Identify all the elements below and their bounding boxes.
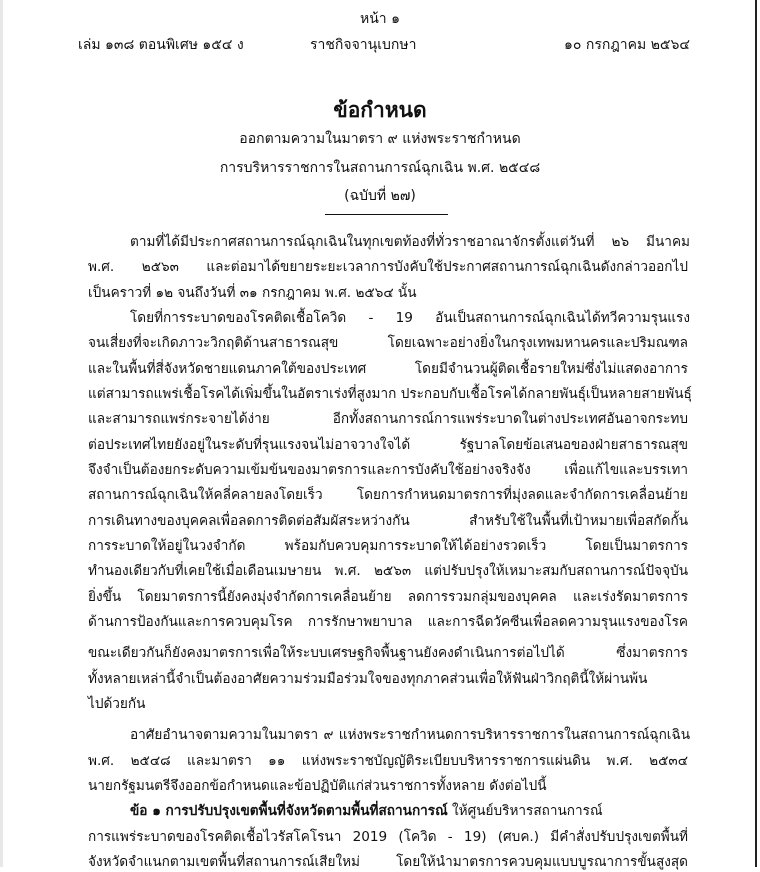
subtitle-line-2: การบริหารราชการในสถานการณ์ฉุกเฉิน พ.ศ. ๒๕๔๘ <box>219 160 541 176</box>
paragraph-line: จึงจำเป็นต้องยกระดับความเข้มข้นของมาตรการและการบังคับใช้อย่างจริงจัง เพื่อแก้ไขและบรรเทา <box>88 462 688 478</box>
paragraph-line: การระบาดให้อยู่ในวงจำกัด พร้อมกับควบคุมการระบาดให้ได้อย่างรวดเร็ว โดยเป็นมาตรการ <box>88 538 688 554</box>
paragraph-line: จนเสี่ยงที่จะเกิดภาวะวิกฤติด้านสาธารณสุข โดยเฉพาะอย่างยิ่งในกรุงเทพมหานครและปริมณฑล <box>88 335 688 351</box>
paragraph-line: ทำนองเดียวกับที่เคยใช้เมื่อเดือนเมษายน พ.ศ. ๒๕๖๓ แต่ปรับปรุงให้เหมาะสมกับสถานการณ์ปัจจุบัน <box>88 563 688 579</box>
paragraph-line: ต่อประเทศไทยยังอยู่ในระดับที่รุนแรงจนไม่อาจวางใจได้ รัฐบาลโดยข้อเสนอของฝ่ายสาธารณสุข <box>88 437 688 453</box>
subtitle-line-1: ออกตามความในมาตรา ๙ แห่งพระราชกำหนด <box>239 131 521 147</box>
clause-1-first-line <box>130 801 690 821</box>
paragraph-line: สถานการณ์ฉุกเฉินให้คลี่คลายลงโดยเร็ว โดยการกำหนดมาตรการที่มุ่งลดและจำกัดการเคลื่อนย้าย <box>88 487 688 503</box>
page-number: หน้า ๑ <box>360 11 400 27</box>
paragraph-line: พ.ศ. ๒๕๖๓ และต่อมาได้ขยายระยะเวลาการบังคับใช้ประกาศสถานการณ์ฉุกเฉินดังกล่าวออกไป <box>88 259 688 275</box>
paragraph-line: ด้านการป้องกันและการควบคุมโรค การรักษาพยาบาล และการฉีดวัคซีนเพื่อลดความรุนแรงของโรค <box>88 614 688 630</box>
paragraph-line: โดยที่การระบาดของโรคติดเชื้อโควิด - 19 อันเป็นสถานการณ์ฉุกเฉินได้ทวีความรุนแรง <box>130 310 690 326</box>
paragraph-line: ตามที่ได้มีประกาศสถานการณ์ฉุกเฉินในทุกเขตท้องที่ทั่วราชอาณาจักรตั้งแต่วันที่ ๒๖ มีนาคม <box>130 234 690 250</box>
paragraph-line: การเดินทางของบุคคลเพื่อลดการติดต่อสัมผัสระหว่างกัน สำหรับใช้ในพื้นที่เป้าหมายเพื่อสกัดกั้น <box>88 513 688 529</box>
volume-issue: เล่ม ๑๓๘ ตอนพิเศษ ๑๕๔ ง <box>78 37 244 53</box>
paragraph-line: เป็นคราวที่ ๑๒ จนถึงวันที่ ๓๑ กรกฎาคม พ.ศ. ๒๕๖๔ นั้น <box>88 285 417 301</box>
clause-1-text: ให้ศูนย์บริหารสถานการณ์ <box>447 803 603 819</box>
gazette-name: ราชกิจจานุเบกษา <box>310 37 417 53</box>
paragraph-line: ไปด้วยกัน <box>88 696 146 712</box>
paragraph-line: ทั้งหลายเหล่านี้จำเป็นต้องอาศัยความร่วมมือร่วมใจของทุกภาคส่วนเพื่อให้ฟันฝ่าวิกฤตินี้ให้ผ่านพ้น <box>88 671 648 687</box>
paragraph-line: พ.ศ. ๒๕๔๘ และมาตรา ๑๑ แห่งพระราชบัญญัติระเบียบบริหารราชการแผ่นดิน พ.ศ. ๒๕๓๔ <box>88 753 688 769</box>
edition-number: (ฉบับที่ ๒๗) <box>344 188 416 204</box>
clause-1-heading: ข้อ ๑ การปรับปรุงเขตพื้นที่จังหวัดตามพื้นที่สถานการณ์ <box>130 803 448 819</box>
paragraph-line: และสามารถแพร่กระจายได้ง่าย อีกทั้งสถานการณ์การแพร่ระบาดในต่างประเทศอันอาจกระทบ <box>88 411 688 427</box>
paragraph-line: นายกรัฐมนตรีจึงออกข้อกำหนดและข้อปฏิบัติแก่ส่วนราชการทั้งหลาย ดังต่อไปนี้ <box>88 778 547 794</box>
paragraph-line: การแพร่ระบาดของโรคติดเชื้อไวรัสโคโรนา 2019 (โควิด - 19) (ศบค.) มีคำสั่งปรับปรุงเขตพื้นที่ <box>88 829 688 845</box>
paragraph-line: ขณะเดียวกันก็ยังคงมาตรการเพื่อให้ระบบเศรษฐกิจพื้นฐานยังคงดำเนินการต่อไปได้ ซึ่งมาตรการ <box>88 645 688 661</box>
document-title: ข้อกำหนด <box>333 98 427 122</box>
paragraph-line: และในพื้นที่สี่จังหวัดชายแดนภาคใต้ของประเทศ โดยมีจำนวนผู้ติดเชื้อรายใหม่ซึ่งไม่แสดงอาการ <box>88 361 688 377</box>
publish-date: ๑๐ กรกฎาคม ๒๕๖๔ <box>564 37 690 53</box>
paragraph-line: อาศัยอำนาจตามความในมาตรา ๙ แห่งพระราชกำหนดการบริหารราชการในสถานการณ์ฉุกเฉิน <box>130 727 690 743</box>
paragraph-line: จังหวัดจำแนกตามเขตพื้นที่สถานการณ์เสียใหม่ โดยให้นำมาตรการควบคุมแบบบูรณาการขั้นสูงสุด <box>88 854 688 870</box>
paragraph-line: ยิ่งขึ้น โดยมาตรการนี้ยังคงมุ่งจำกัดการเคลื่อนย้าย ลดการรวมกลุ่มของบุคคล และเร่งรัดมาตรการ <box>88 589 688 605</box>
title-divider <box>325 214 448 215</box>
paragraph-line: แต่สามารถแพร่เชื้อโรคได้เพิ่มขึ้นในอัตราเร่งที่สูงมาก ประกอบกับเชื้อโรคได้กลายพันธุ์เป็นหลายสายพันธุ์ <box>88 386 692 402</box>
